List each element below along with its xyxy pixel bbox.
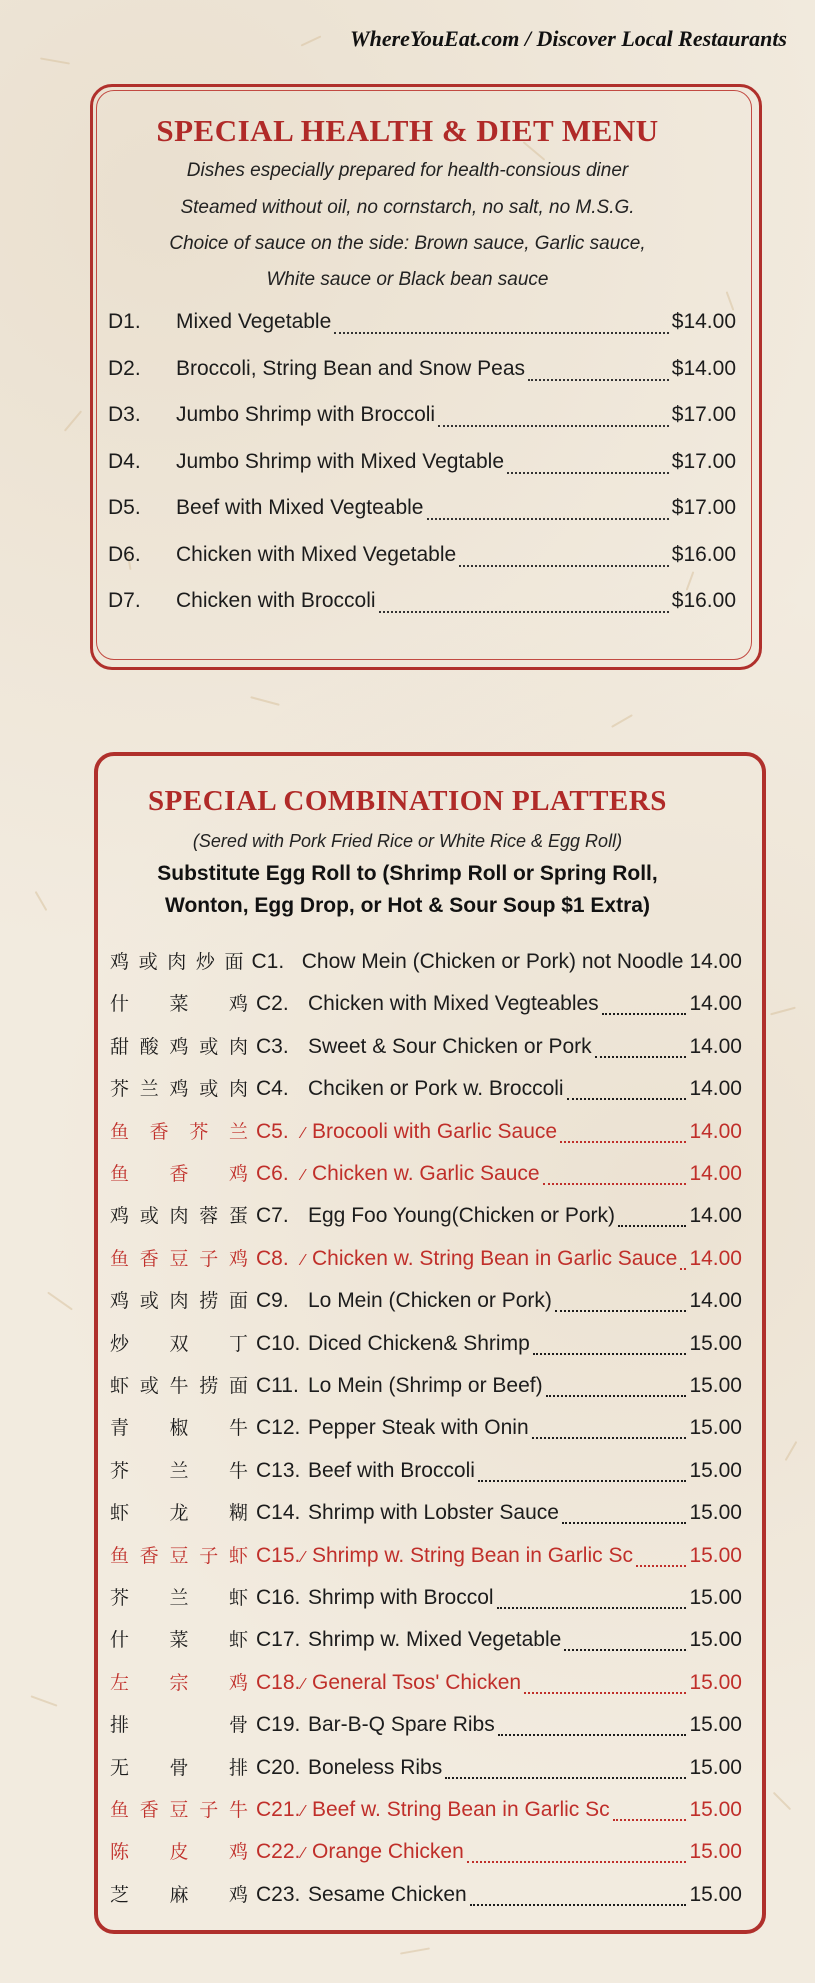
- diet-desc-line: Steamed without oil, no cornstarch, no salt, no M.S.G.: [180, 197, 635, 218]
- chinese-char: 兰: [139, 1078, 159, 1101]
- chinese-char: 鸡: [228, 1883, 248, 1906]
- item-price: $17.00: [671, 496, 736, 519]
- chinese-char: 兰: [169, 1459, 189, 1482]
- diet-menu-title: SPECIAL HEALTH & DIET MENU: [156, 113, 659, 148]
- item-code: C14.: [256, 1501, 301, 1525]
- chinese-char: 菜: [169, 993, 189, 1016]
- item-name: Diced Chicken& Shrimp: [308, 1331, 530, 1355]
- item-name: Pepper Steak with Onin: [308, 1416, 529, 1440]
- chinese-char: 菜: [169, 1629, 189, 1652]
- item-code: C11.: [256, 1374, 299, 1397]
- item-price: $17.00: [671, 403, 736, 426]
- item-name: Shrimp with Broccol: [308, 1586, 494, 1609]
- chinese-char: 排: [228, 1756, 248, 1779]
- combo-menu-item[interactable]: [110, 1286, 742, 1318]
- dot-leader: [595, 1056, 687, 1058]
- chinese-name: [110, 1880, 256, 1907]
- item-price: 15.00: [689, 1882, 742, 1906]
- item-code: D3.: [108, 403, 141, 426]
- item-code: D4.: [108, 449, 141, 473]
- chinese-char: 鱼: [110, 1799, 130, 1821]
- chinese-char: 骨: [228, 1714, 248, 1737]
- chinese-char: 麻: [169, 1883, 189, 1906]
- hot-pepper-icon: ∕: [302, 1167, 305, 1184]
- combo-menu-item[interactable]: [110, 1159, 742, 1191]
- dot-leader: [560, 1141, 686, 1143]
- item-price: $17.00: [671, 449, 736, 473]
- chinese-char: 香: [149, 1120, 169, 1143]
- chinese-char: 鸡: [110, 1205, 130, 1228]
- chinese-char: 蓉: [199, 1205, 219, 1228]
- dot-leader: [478, 1480, 687, 1482]
- item-code: C5.: [256, 1119, 289, 1143]
- chinese-char: 芥: [110, 1078, 130, 1101]
- chinese-name: [110, 947, 251, 974]
- dot-leader: [507, 472, 669, 474]
- chinese-char: 芥: [110, 1587, 130, 1609]
- dot-leader: [379, 611, 669, 613]
- combo-menu-item[interactable]: [110, 947, 742, 979]
- combo-menu-item[interactable]: [110, 1795, 742, 1827]
- chinese-char: 香: [139, 1799, 159, 1821]
- chinese-char: 面: [224, 951, 244, 973]
- chinese-name: [110, 1201, 256, 1228]
- item-code: C19.: [256, 1713, 301, 1737]
- chinese-char: 鸡: [228, 1671, 248, 1694]
- item-code: D2.: [108, 356, 141, 380]
- chinese-char: 无: [110, 1756, 130, 1779]
- chinese-char: 牛: [228, 1459, 248, 1482]
- combo-menu-item[interactable]: [110, 1329, 742, 1361]
- chinese-name: [110, 1413, 256, 1440]
- combo-menu-title: SPECIAL COMBINATION PLATTERS: [148, 785, 667, 817]
- item-price: 15.00: [689, 1670, 742, 1694]
- paper-fiber: [400, 1947, 430, 1954]
- item-code: C15.: [256, 1543, 301, 1567]
- dot-leader: [533, 1353, 687, 1355]
- item-name: Lo Mein (Chicken or Pork): [308, 1289, 552, 1313]
- hot-pepper-icon: ∕: [302, 1675, 305, 1693]
- item-name: Lo Mein (Shrimp or Beef): [308, 1374, 543, 1397]
- dot-leader: [618, 1225, 686, 1227]
- chinese-char: 虾: [110, 1502, 130, 1525]
- item-code: D6.: [108, 542, 141, 566]
- chinese-char: 皮: [169, 1841, 189, 1864]
- chinese-name: [110, 1329, 256, 1356]
- chinese-name: [110, 1753, 256, 1780]
- chinese-char: 捞: [199, 1290, 219, 1313]
- combo-menu-item[interactable]: [110, 1837, 742, 1869]
- item-price: 14.00: [689, 950, 742, 973]
- dot-leader: [555, 1310, 687, 1312]
- item-code: C7.: [256, 1204, 289, 1228]
- dot-leader: [445, 1777, 686, 1779]
- chinese-char: 肉: [228, 1035, 248, 1058]
- chinese-char: 虾: [228, 1587, 248, 1609]
- diet-menu-item[interactable]: [108, 310, 736, 340]
- item-price: 15.00: [689, 1416, 742, 1440]
- dot-leader: [532, 1437, 687, 1439]
- item-code: C6.: [256, 1162, 289, 1185]
- item-code: C22.: [256, 1840, 301, 1864]
- chinese-char: 什: [110, 993, 130, 1016]
- chinese-char: 豆: [169, 1247, 189, 1270]
- dot-leader: [528, 379, 669, 381]
- chinese-name: [110, 1710, 256, 1737]
- chinese-char: 炒: [110, 1332, 130, 1355]
- chinese-char: 肉: [228, 1078, 248, 1101]
- dot-leader: [524, 1692, 686, 1694]
- chinese-name: [110, 1286, 256, 1313]
- chinese-char: 子: [199, 1799, 219, 1821]
- item-code: C17.: [256, 1628, 301, 1652]
- item-code: D7.: [108, 589, 141, 612]
- item-price: 15.00: [689, 1713, 742, 1737]
- item-price: $14.00: [671, 310, 736, 333]
- combo-menu-item[interactable]: [110, 1371, 742, 1403]
- chinese-char: 鸡: [110, 951, 130, 973]
- combo-menu-item[interactable]: [110, 1456, 742, 1488]
- chinese-char: 子: [199, 1544, 219, 1567]
- chinese-name: [110, 1159, 256, 1186]
- chinese-char: 捞: [199, 1375, 219, 1397]
- chinese-name: [110, 1668, 256, 1695]
- chinese-char: 或: [138, 951, 158, 973]
- chinese-char: 龙: [169, 1502, 189, 1525]
- combo-menu-item[interactable]: [110, 1625, 742, 1657]
- dot-leader: [546, 1395, 687, 1397]
- paper-fiber: [250, 696, 279, 706]
- chinese-char: 子: [199, 1247, 219, 1270]
- item-code: C12.: [256, 1416, 301, 1440]
- paper-fiber: [785, 1441, 798, 1461]
- chinese-name: [110, 1032, 256, 1059]
- item-price: 15.00: [689, 1628, 742, 1652]
- chinese-char: 鸡: [169, 1035, 189, 1058]
- chinese-char: 鱼: [110, 1247, 130, 1270]
- chinese-char: 鸡: [228, 1841, 248, 1864]
- item-price: 15.00: [689, 1331, 742, 1355]
- item-code: D1.: [108, 310, 141, 333]
- item-code: C21.: [256, 1798, 301, 1821]
- item-price: 15.00: [689, 1458, 742, 1482]
- combo-menu-item[interactable]: [110, 1498, 742, 1530]
- item-name: Mixed Vegetable: [176, 310, 332, 333]
- paper-fiber: [770, 1007, 796, 1016]
- item-code: C16.: [256, 1586, 301, 1609]
- item-price: 14.00: [689, 992, 742, 1016]
- chinese-name: [110, 989, 256, 1016]
- item-code: D5.: [108, 496, 141, 519]
- item-name: Orange Chicken: [312, 1840, 464, 1864]
- chinese-name: [110, 1117, 256, 1144]
- combo-menu-item[interactable]: [110, 1032, 742, 1064]
- chinese-char: 虾: [228, 1544, 248, 1567]
- item-code: C1.: [251, 950, 285, 973]
- chinese-char: 排: [110, 1714, 130, 1737]
- chinese-char: 鱼: [110, 1544, 130, 1567]
- chinese-char: 或: [139, 1205, 159, 1228]
- paper-fiber: [47, 1292, 73, 1311]
- chinese-char: 芥: [110, 1459, 130, 1482]
- dot-leader: [497, 1607, 687, 1609]
- diet-desc-line: Dishes especially prepared for health-consious diner: [186, 160, 629, 181]
- chinese-char: 糊: [228, 1502, 248, 1525]
- chinese-char: 或: [139, 1290, 159, 1313]
- diet-menu-item[interactable]: [108, 403, 736, 433]
- paper-fiber: [301, 35, 322, 46]
- item-name: Jumbo Shrimp with Mixed Vegtable: [176, 449, 504, 473]
- chinese-char: 牛: [169, 1375, 189, 1397]
- chinese-char: 鸡: [169, 1078, 189, 1101]
- combo-note-line: Wonton, Egg Drop, or Hot & Sour Soup $1 Extra): [165, 894, 650, 917]
- item-name: Beef with Mixed Vegteable: [176, 496, 424, 519]
- chinese-char: 鸡: [228, 1163, 248, 1185]
- hot-pepper-icon: ∕: [302, 1803, 305, 1820]
- item-name: Brocooli with Garlic Sauce: [312, 1119, 558, 1143]
- chinese-char: 芝: [110, 1883, 130, 1906]
- item-price: 14.00: [689, 1162, 742, 1185]
- chinese-char: 肉: [169, 1205, 189, 1228]
- item-name: Chciken or Pork w. Broccoli: [308, 1077, 564, 1101]
- chinese-char: 骨: [169, 1756, 189, 1779]
- chinese-char: 炒: [195, 951, 215, 973]
- hot-pepper-icon: ∕: [302, 1124, 305, 1142]
- combo-menu-item[interactable]: [110, 1541, 742, 1573]
- hot-pepper-icon: ∕: [302, 1548, 305, 1566]
- item-name: General Tsos' Chicken: [312, 1670, 522, 1694]
- diet-menu-item[interactable]: [108, 496, 736, 526]
- chinese-char: 鸡: [228, 993, 248, 1016]
- chinese-name: [110, 1074, 256, 1101]
- item-price: $14.00: [671, 356, 736, 380]
- item-code: C8.: [256, 1246, 289, 1270]
- item-name: Chicken with Broccoli: [176, 589, 376, 612]
- item-price: 15.00: [689, 1798, 742, 1821]
- paper-fiber: [611, 714, 633, 728]
- item-code: C3.: [256, 1034, 289, 1058]
- chinese-char: 鱼: [110, 1163, 130, 1185]
- item-price: 14.00: [689, 1246, 742, 1270]
- diet-menu-item[interactable]: [108, 357, 736, 387]
- dot-leader: [680, 1268, 686, 1270]
- dot-leader: [459, 565, 669, 567]
- dot-leader: [613, 1819, 687, 1821]
- combo-menu-item[interactable]: [110, 1710, 742, 1742]
- item-name: Shrimp w. Mixed Vegetable: [308, 1628, 562, 1652]
- item-name: Chicken with Mixed Vegteables: [308, 992, 599, 1016]
- combo-menu-item[interactable]: [110, 1074, 742, 1106]
- item-price: 15.00: [689, 1543, 742, 1567]
- item-name: Broccoli, String Bean and Snow Peas: [176, 356, 526, 380]
- combo-menu-item[interactable]: [110, 1880, 742, 1912]
- chinese-char: 鸡: [228, 1247, 248, 1270]
- chinese-char: 兰: [228, 1120, 248, 1143]
- item-code: C2.: [256, 992, 289, 1016]
- dot-leader: [427, 518, 669, 520]
- item-code: C13.: [256, 1458, 301, 1482]
- item-name: Egg Foo Young(Chicken or Pork): [308, 1204, 616, 1228]
- paper-fiber: [64, 410, 82, 431]
- chinese-char: 双: [169, 1332, 189, 1355]
- chinese-char: 豆: [169, 1544, 189, 1567]
- item-code: C10.: [256, 1331, 301, 1355]
- combo-menu-item[interactable]: [110, 989, 742, 1021]
- site-header[interactable]: WhereYouEat.com / Discover Local Restaurants: [350, 26, 787, 51]
- item-name: Boneless Ribs: [308, 1755, 443, 1779]
- chinese-char: 青: [110, 1417, 130, 1440]
- item-name: Sesame Chicken: [308, 1882, 467, 1906]
- paper-fiber: [31, 1695, 58, 1706]
- item-name: Sweet & Sour Chicken or Pork: [308, 1034, 592, 1058]
- item-price: 14.00: [689, 1034, 742, 1058]
- chinese-name: [110, 1371, 256, 1398]
- dot-leader: [438, 425, 669, 427]
- chinese-char: 鱼: [110, 1120, 130, 1143]
- chinese-char: 牛: [228, 1417, 248, 1440]
- item-price: 15.00: [689, 1586, 742, 1609]
- chinese-char: 香: [169, 1163, 189, 1185]
- chinese-char: 丁: [228, 1332, 248, 1355]
- combo-menu-item[interactable]: [110, 1244, 742, 1276]
- item-name: Chicken with Mixed Vegetable: [176, 542, 457, 566]
- dot-leader: [498, 1734, 687, 1736]
- chinese-char: 面: [228, 1290, 248, 1313]
- item-price: 15.00: [689, 1755, 742, 1779]
- item-name: Beef w. String Bean in Garlic Sc: [312, 1798, 610, 1821]
- chinese-char: 椒: [169, 1417, 189, 1440]
- chinese-char: 芥: [189, 1120, 209, 1143]
- chinese-name: [110, 1541, 256, 1568]
- chinese-name: [110, 1583, 256, 1610]
- chinese-char: 豆: [169, 1799, 189, 1821]
- item-price: $16.00: [671, 589, 736, 612]
- item-price: 15.00: [689, 1501, 742, 1525]
- chinese-char: 虾: [228, 1629, 248, 1652]
- item-name: Chicken w. Garlic Sauce: [312, 1162, 540, 1185]
- chinese-char: 鸡: [110, 1290, 130, 1313]
- dot-leader: [334, 332, 668, 334]
- chinese-name: [110, 1625, 256, 1652]
- dot-leader: [562, 1522, 686, 1524]
- item-price: 14.00: [689, 1119, 742, 1143]
- chinese-char: 酸: [139, 1035, 159, 1058]
- chinese-char: 面: [228, 1375, 248, 1397]
- chinese-char: 宗: [169, 1671, 189, 1694]
- dot-leader: [467, 1861, 687, 1863]
- diet-menu-item[interactable]: [108, 589, 736, 619]
- chinese-char: 什: [110, 1629, 130, 1652]
- dot-leader: [470, 1904, 687, 1906]
- combo-menu-item[interactable]: [110, 1413, 742, 1445]
- dot-leader: [543, 1183, 687, 1185]
- chinese-char: 蛋: [228, 1205, 248, 1228]
- chinese-char: 虾: [110, 1375, 130, 1397]
- dot-leader: [636, 1565, 686, 1567]
- chinese-char: 或: [199, 1035, 219, 1058]
- hot-pepper-icon: ∕: [302, 1845, 305, 1863]
- chinese-name: [110, 1244, 256, 1271]
- chinese-char: 香: [139, 1544, 159, 1567]
- chinese-char: 陈: [110, 1841, 130, 1864]
- item-code: C4.: [256, 1077, 289, 1101]
- chinese-char: 肉: [167, 951, 187, 973]
- paper-fiber: [773, 1792, 791, 1810]
- chinese-char: 兰: [169, 1587, 189, 1609]
- chinese-name: [110, 1456, 256, 1483]
- item-price: 14.00: [689, 1204, 742, 1228]
- chinese-char: 甜: [110, 1035, 130, 1058]
- item-code: C9.: [256, 1289, 289, 1313]
- item-name: Bar-B-Q Spare Ribs: [308, 1713, 495, 1737]
- combo-menu-item[interactable]: [110, 1583, 742, 1615]
- item-price: 15.00: [689, 1840, 742, 1864]
- item-name: Chow Mein (Chicken or Pork) not Noodle: [301, 950, 684, 973]
- chinese-char: 香: [139, 1247, 159, 1270]
- combo-menu-item[interactable]: [110, 1753, 742, 1785]
- combo-menu-item[interactable]: [110, 1201, 742, 1233]
- combo-note-line: Substitute Egg Roll to (Shrimp Roll or Spring Roll,: [157, 862, 658, 885]
- hot-pepper-icon: ∕: [302, 1251, 305, 1269]
- item-code: C18.: [256, 1670, 301, 1694]
- chinese-char: 或: [139, 1375, 159, 1397]
- dot-leader: [564, 1649, 686, 1651]
- chinese-name: [110, 1498, 256, 1525]
- combo-menu-item[interactable]: [110, 1668, 742, 1700]
- chinese-char: 左: [110, 1671, 130, 1694]
- item-price: 15.00: [689, 1374, 742, 1397]
- item-price: 14.00: [689, 1289, 742, 1313]
- paper-fiber: [40, 57, 70, 64]
- combo-menu-subtitle: (Sered with Pork Fried Rice or White Rice & Egg Roll): [192, 831, 623, 851]
- chinese-char: 或: [199, 1078, 219, 1101]
- item-name: Shrimp w. String Bean in Garlic Sc: [312, 1543, 633, 1567]
- diet-menu-item[interactable]: [108, 543, 736, 573]
- item-price: 14.00: [689, 1077, 742, 1101]
- item-code: C23.: [256, 1882, 301, 1906]
- diet-desc-line: Choice of sauce on the side: Brown sauce, Garlic sauce,: [169, 233, 646, 254]
- chinese-name: [110, 1837, 256, 1864]
- item-name: Chicken w. String Bean in Garlic Sauce: [312, 1246, 678, 1270]
- chinese-char: 肉: [169, 1290, 189, 1313]
- diet-desc-line: White sauce or Black bean sauce: [266, 269, 549, 290]
- diet-menu-item[interactable]: [108, 450, 736, 480]
- dot-leader: [567, 1098, 687, 1100]
- item-name: Shrimp with Lobster Sauce: [308, 1501, 559, 1525]
- item-name: Beef with Broccoli: [308, 1458, 475, 1482]
- item-name: Jumbo Shrimp with Broccoli: [176, 403, 436, 426]
- item-price: $16.00: [671, 542, 736, 566]
- dot-leader: [602, 1013, 687, 1015]
- chinese-name: [110, 1795, 256, 1822]
- item-code: C20.: [256, 1755, 301, 1779]
- chinese-char: 牛: [228, 1799, 248, 1821]
- combo-menu-item[interactable]: [110, 1117, 742, 1149]
